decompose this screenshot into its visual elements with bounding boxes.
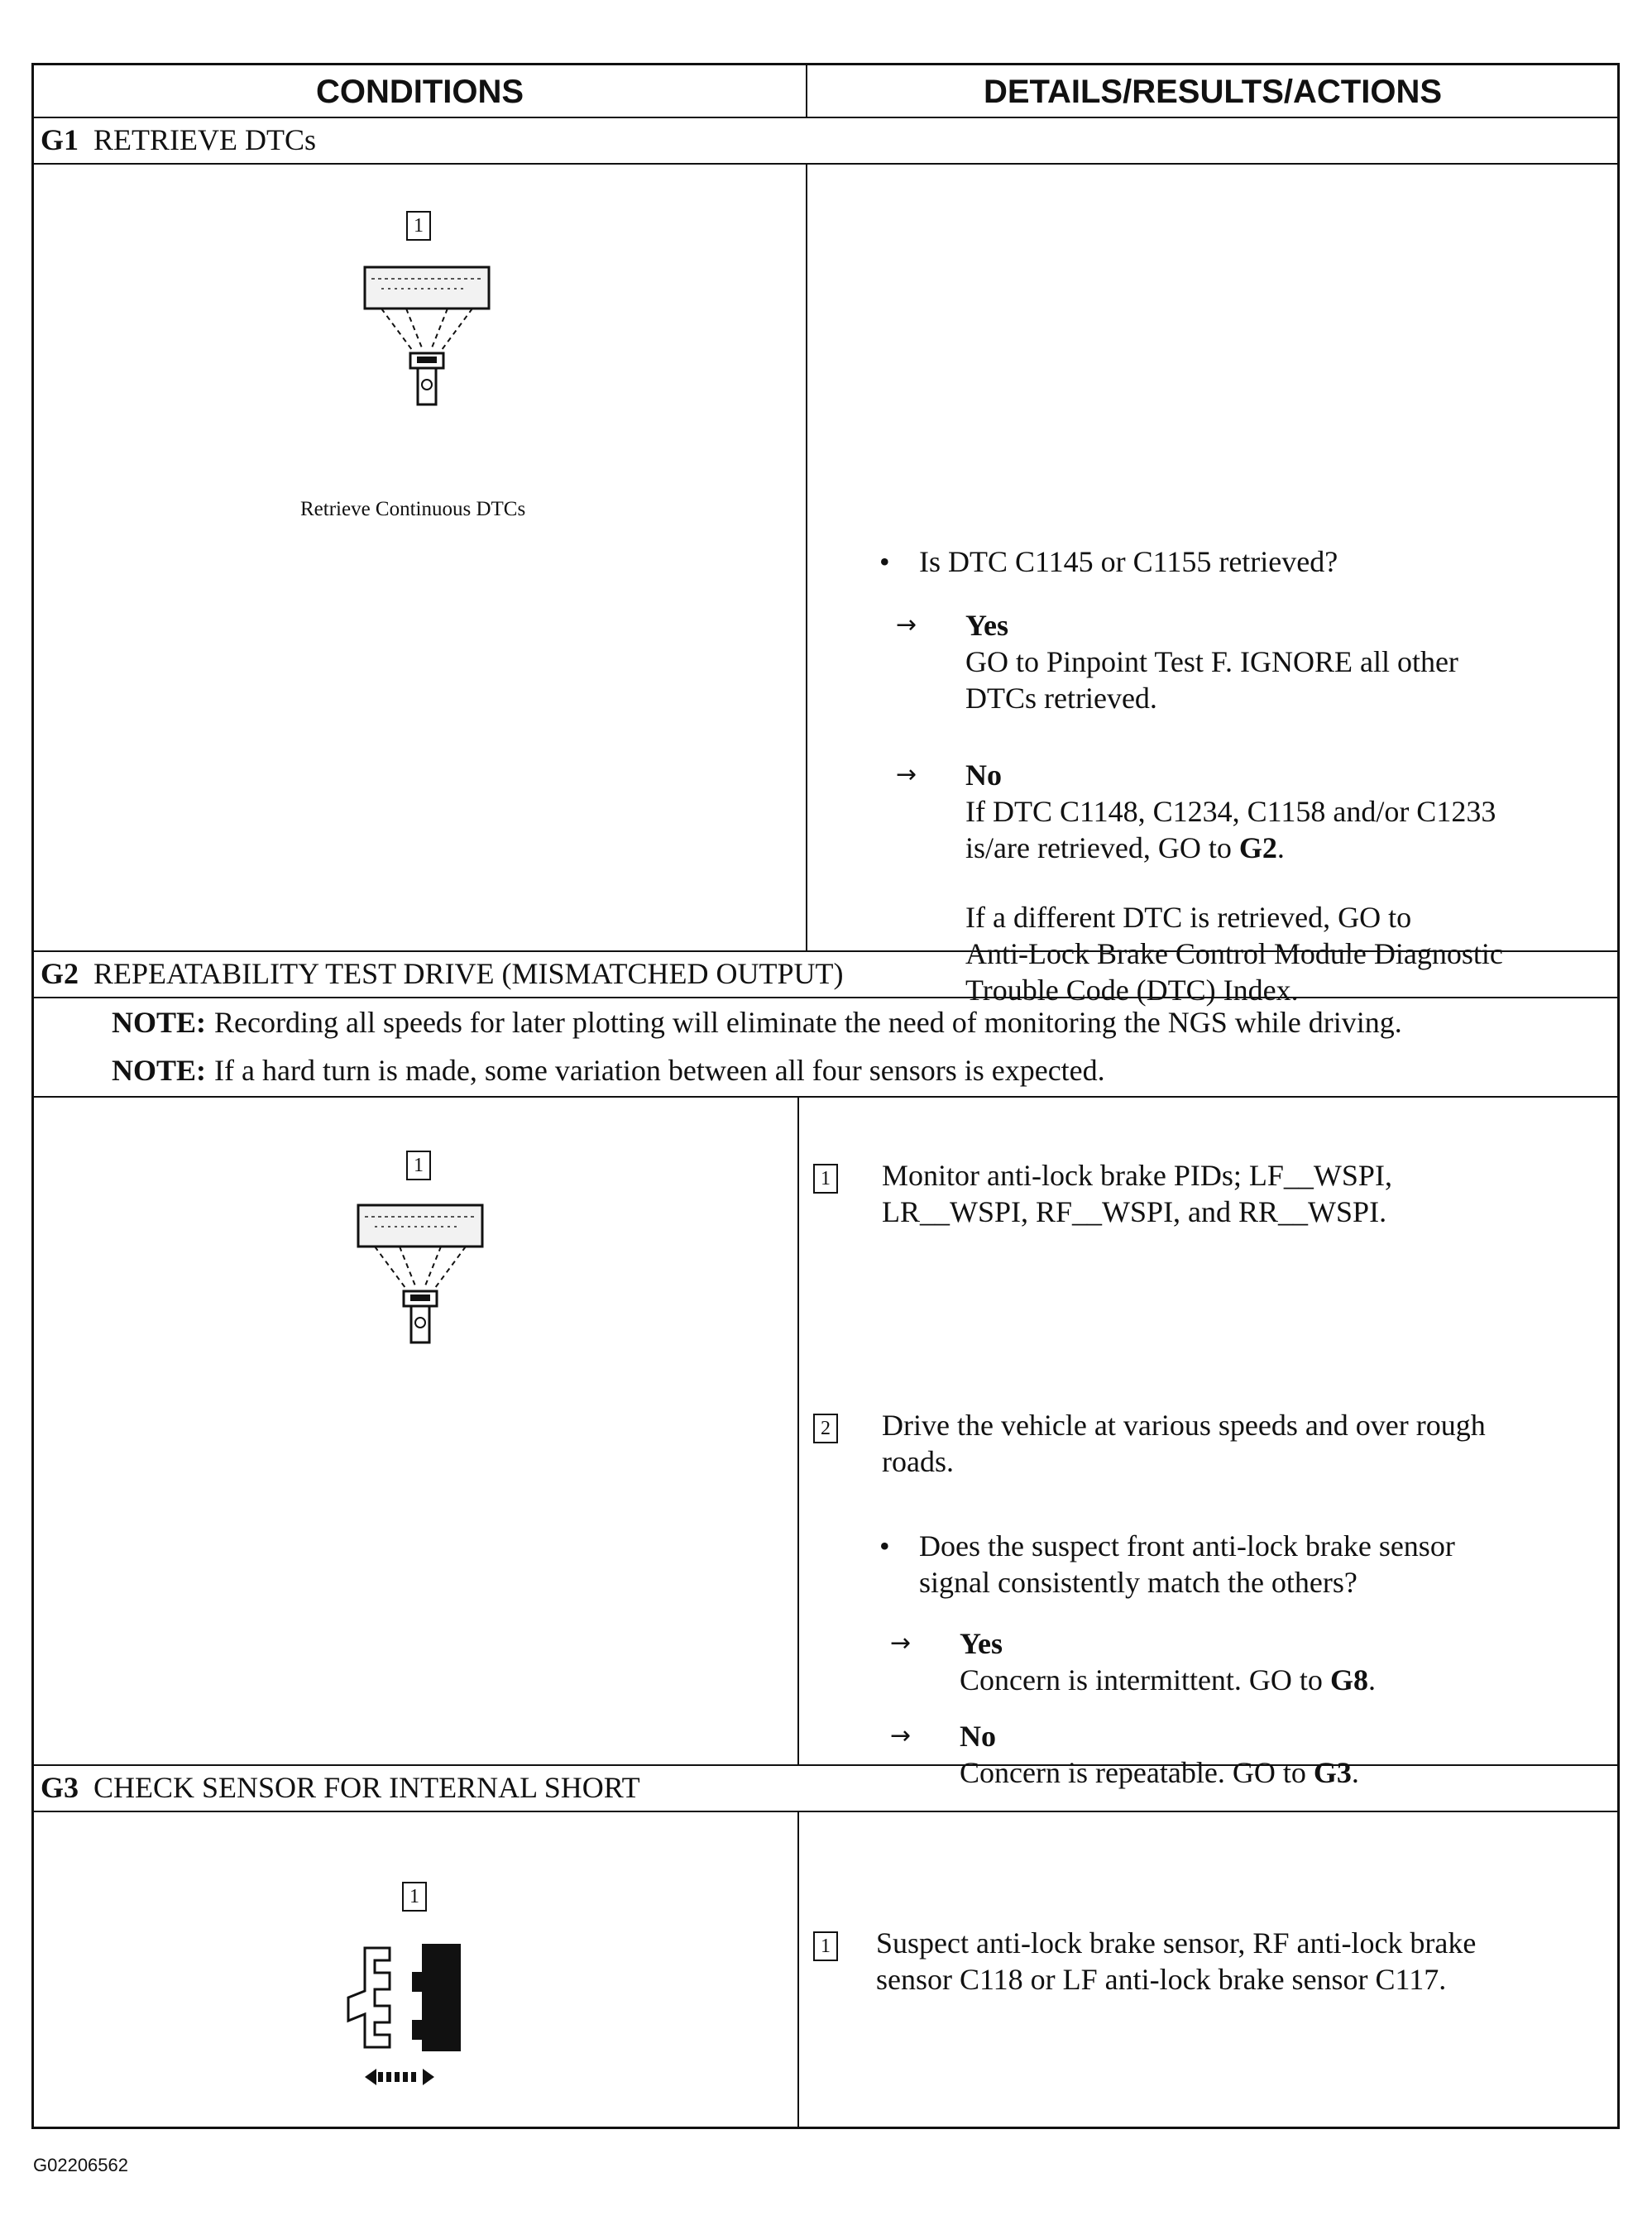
note-2	[112, 1053, 1105, 1088]
step-id: G2	[41, 957, 79, 990]
arrow-icon: →	[890, 1721, 912, 1750]
answer-text	[960, 1662, 1376, 1698]
column-divider	[797, 1096, 799, 1764]
header-divider	[806, 65, 807, 118]
column-divider	[806, 163, 807, 950]
punctuation: .	[1351, 1756, 1359, 1789]
step-number-box: 1	[402, 1882, 427, 1912]
figure-id: G02206562	[33, 2155, 128, 2175]
header-details: DETAILS/RESULTS/ACTIONS	[983, 73, 1443, 110]
answer-label: No	[965, 758, 1002, 792]
scan-tool-illustration	[332, 252, 514, 426]
connector-illustration	[307, 1915, 472, 2105]
answer-line: Concern is intermittent. GO to	[960, 1663, 1330, 1696]
question-g2	[879, 1528, 1607, 1602]
step-number-box: 2	[813, 1414, 838, 1443]
answer-line: DTCs retrieved.	[965, 682, 1157, 715]
rule	[34, 1096, 1617, 1098]
illustration-caption: Retrieve Continuous DTCs	[300, 498, 526, 520]
step-reference: G3	[1313, 1756, 1352, 1789]
bullet-icon: •	[879, 545, 890, 578]
answer-label: Yes	[960, 1627, 1003, 1660]
answer-line: Anti-Lock Brake Control Module Diagnostic	[965, 937, 1503, 970]
answer-line: If a different DTC is retrieved, GO to	[965, 901, 1412, 934]
rule	[34, 163, 1617, 165]
punctuation: .	[1367, 1663, 1376, 1696]
arrow-icon: →	[896, 610, 917, 639]
step-title: CHECK SENSOR FOR INTERNAL SHORT	[93, 1771, 640, 1804]
step-line: sensor C118 or LF anti-lock brake sensor C117.	[876, 1963, 1447, 1996]
answer-label: No	[960, 1720, 996, 1753]
rule	[34, 997, 1617, 998]
step-1-text	[876, 1925, 1476, 1998]
question-text: Is DTC C1145 or C1155 retrieved?	[919, 545, 1338, 578]
rule	[34, 1811, 1617, 1812]
note-label: NOTE:	[112, 1054, 207, 1087]
note-1	[112, 1005, 1402, 1040]
question-g1	[879, 543, 1607, 580]
arrow-icon: →	[890, 1629, 912, 1658]
step-line: Drive the vehicle at various speeds and over rough	[882, 1409, 1486, 1442]
step-number-box: 1	[813, 1931, 838, 1961]
step-2-text	[882, 1407, 1486, 1480]
scan-tool-illustration	[325, 1190, 507, 1364]
answer-label: Yes	[965, 609, 1008, 642]
answer-text	[965, 793, 1503, 1008]
step-1-text	[882, 1157, 1392, 1230]
header-conditions: CONDITIONS	[315, 73, 524, 110]
note-label: NOTE:	[112, 1006, 207, 1039]
step-number-box: 1	[406, 211, 431, 241]
step-reference: G2	[1238, 831, 1277, 864]
step-g2-title	[41, 950, 843, 997]
step-id: G1	[41, 123, 79, 156]
step-line: Monitor anti-lock brake PIDs; LF__WSPI,	[882, 1159, 1392, 1192]
step-line: roads.	[882, 1445, 954, 1478]
step-title: REPEATABILITY TEST DRIVE (MISMATCHED OUTPUT)	[93, 957, 844, 990]
step-number-box: 1	[813, 1164, 838, 1194]
note-text: Recording all speeds for later plotting will eliminate the need of monitoring the NGS while driving.	[214, 1006, 1402, 1039]
answer-line: Concern is repeatable. GO to	[960, 1756, 1314, 1789]
arrow-icon: →	[896, 760, 917, 789]
step-line: LR__WSPI, RF__WSPI, and RR__WSPI.	[882, 1195, 1387, 1228]
answer-line: is/are retrieved, GO to	[965, 831, 1239, 864]
question-line: Does the suspect front anti-lock brake sensor	[919, 1529, 1455, 1562]
bullet-icon: •	[879, 1529, 890, 1562]
answer-text	[960, 1754, 1359, 1791]
step-g1-title	[41, 117, 316, 163]
question-text	[919, 1528, 1455, 1601]
answer-no-g1	[896, 757, 1607, 1007]
note-text: If a hard turn is made, some variation between all four sensors is expected.	[214, 1054, 1105, 1087]
step-reference: G8	[1329, 1663, 1368, 1696]
column-divider	[797, 1811, 799, 2128]
answer-line: GO to Pinpoint Test F. IGNORE all other	[965, 645, 1458, 678]
step-title: RETRIEVE DTCs	[93, 123, 316, 156]
answer-no-g2	[890, 1718, 1602, 1792]
answer-yes-g2	[890, 1625, 1602, 1700]
answer-text	[965, 644, 1458, 716]
step-line: Suspect anti-lock brake sensor, RF anti-lock brake	[876, 1926, 1477, 1960]
answer-line: Trouble Code (DTC) Index.	[965, 974, 1299, 1007]
punctuation: .	[1276, 831, 1285, 864]
diagnostic-table	[31, 63, 1620, 2129]
step-id: G3	[41, 1771, 79, 1804]
answer-line: If DTC C1148, C1234, C1158 and/or C1233	[965, 795, 1496, 828]
answer-yes-g1	[896, 607, 1607, 723]
question-line: signal consistently match the others?	[919, 1566, 1358, 1599]
step-g3-title	[41, 1764, 640, 1811]
step-number-box: 1	[406, 1151, 431, 1180]
